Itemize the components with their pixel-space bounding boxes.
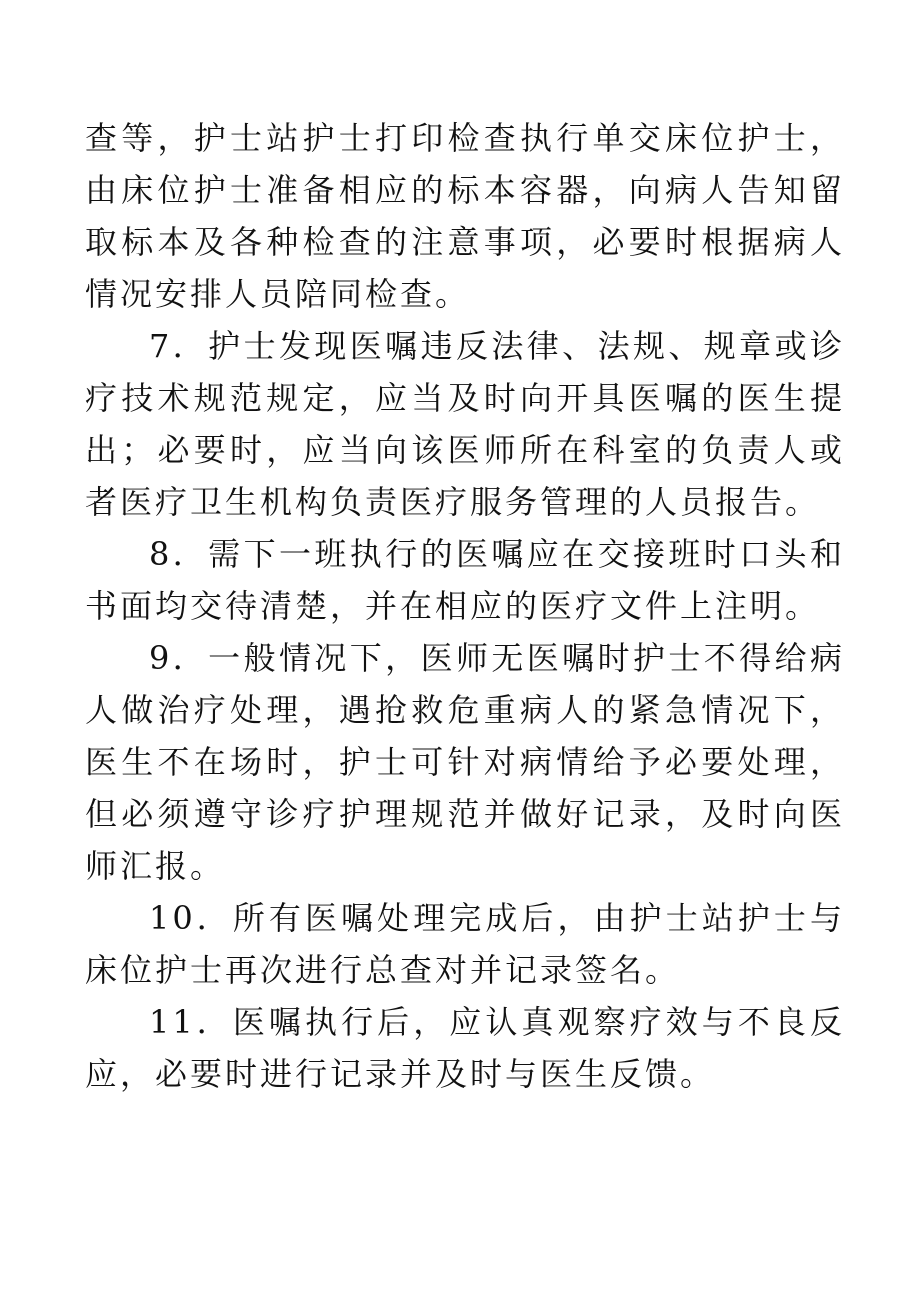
document-body xyxy=(85,112,845,1100)
paragraph-item-7: 7．护士发现医嘱违反法律、法规、规章或诊疗技术规范规定，应当及时向开具医嘱的医生提出；必要时，应当向该医师所在科室的负责人或者医疗卫生机构负责医疗服务管理的人员报告。 xyxy=(85,327,845,521)
paragraph-item-9: 9．一般情况下，医师无医嘱时护士不得给病人做治疗处理，遇抢救危重病人的紧急情况下，医生不在场时，护士可针对病情给予必要处理，但必须遵守诊疗护理规范并做好记录，及时向医师汇报。 xyxy=(85,639,845,885)
paragraph-item-8: 8．需下一班执行的医嘱应在交接班时口头和书面均交待清楚，并在相应的医疗文件上注明。 xyxy=(85,535,845,625)
paragraph-item-10: 10．所有医嘱处理完成后，由护士站护士与床位护士再次进行总查对并记录签名。 xyxy=(85,899,845,989)
paragraph-continuation: 查等，护士站护士打印检查执行单交床位护士，由床位护士准备相应的标本容器，向病人告知留取标本及各种检查的注意事项，必要时根据病人情况安排人员陪同检查。 xyxy=(85,119,845,313)
paragraph-item-11: 11．医嘱执行后，应认真观察疗效与不良反应，必要时进行记录并及时与医生反馈。 xyxy=(85,1003,845,1093)
